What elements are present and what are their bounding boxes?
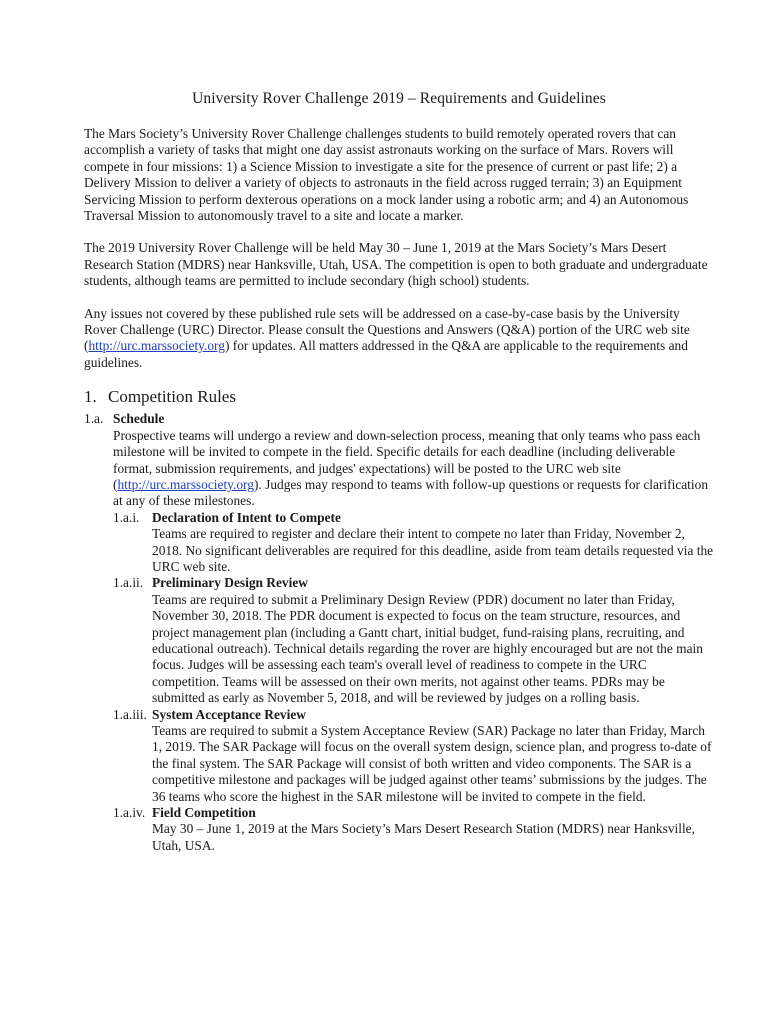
section-title: Competition Rules xyxy=(108,387,236,407)
subitem-title: System Acceptance Review xyxy=(152,706,306,722)
subitem-body: Teams are required to submit a Preliminary Design Review (PDR) document no later than Friday, November 30, 2018. The PDR document is expected to focus on the team structure, resources, and project management plan (including a Gantt chart, initial budget, fund-raising plans, recruiting, and educational outreach). Technical details regarding the rover are highly encouraged but are not the main focus. Judges will be assessing each team's overall level of readiness to compete in the URC competition. Teams will be assessed on their own merits, not against other teams. PDRs may be submitted as early as November 5, 2018, and will be reviewed by judges on a rolling basis. xyxy=(152,591,703,706)
intro-paragraph-2: The 2019 University Rover Challenge will be held May 30 – June 1, 2019 at the Mars Society’s Mars Desert Research Station (MDRS) near Hanksville, Utah, USA. The competition is open to both graduate and undergraduate students, although teams are permitted to include secondary (high school) students. xyxy=(84,240,708,289)
subitem-system-acceptance-review xyxy=(113,707,714,723)
document-page xyxy=(84,90,714,854)
subitem-preliminary-design-review xyxy=(113,575,714,591)
section-number: 1. xyxy=(84,387,97,407)
intro-paragraph-1: The Mars Society’s University Rover Challenge challenges students to build remotely operated rovers that can accomplish a variety of tasks that might one day assist astronauts working on the surface of Mars. Rovers will compete in four missions: 1) a Science Mission to investigate a site for the presence of current or past life; 2) a Delivery Mission to deliver a variety of objects to astronauts in the field across rugged terrain; 3) an Equipment Servicing Mission to perform dexterous operations on a mock lander using a robotic arm; and 4) an Autonomous Traversal Mission to autonomously travel to a site and locate a marker. xyxy=(84,126,689,224)
intro-paragraph-3-text-after: ) for updates. All matters addressed in the Q&A are applicable to the requirements and guidelines. xyxy=(84,338,688,370)
subitem-title: Field Competition xyxy=(152,805,256,821)
subitem-field-competition xyxy=(113,805,714,821)
item-schedule xyxy=(84,411,714,427)
subitem-label: 1.a.iii. xyxy=(113,706,147,722)
subitem-body: Teams are required to register and declare their intent to compete no later than Friday, November 2, 2018. No significant deliverables are required for this deadline, aside from team details requested via the URC web site. xyxy=(152,526,714,574)
subitem-title: Declaration of Intent to Compete xyxy=(152,509,341,525)
subitem-label: 1.a.iv. xyxy=(113,805,146,821)
subitem-body: May 30 – June 1, 2019 at the Mars Society’s Mars Desert Research Station (MDRS) near Hanksville, Utah, USA. xyxy=(152,821,695,853)
subitem-label: 1.a.i. xyxy=(113,509,140,525)
schedule-body-text-before: Prospective teams will undergo a review and down-selection process, meaning that only teams who pass each milestone will be invited to compete in the field. Specific details for each deadline (including deliverable format, submission requirements, and judges' expectations) will be posted to the URC web site ( xyxy=(113,427,701,492)
urc-website-link-schedule[interactable]: http://urc.marssociety.org xyxy=(117,476,254,492)
subitem-body: Teams are required to submit a System Acceptance Review (SAR) Package no later than Friday, March 1, 2019. The SAR Package will focus on the overall system design, science plan, and progress to-date of the final system. The SAR Package will consist of both written and video components. The SAR is a competitive milestone and packages will be judged against other teams’ submissions by the judges. The 36 teams who score the highest in the SAR milestone will be invited to compete in the field. xyxy=(152,723,712,804)
subitem-declaration-of-intent xyxy=(113,510,714,526)
schedule-body xyxy=(113,428,714,510)
intro-paragraph-3 xyxy=(84,306,714,372)
schedule-body-text-after: ). Judges may respond to teams with follow-up questions or requests for clarification at any of these milestones. xyxy=(113,476,709,509)
urc-website-link[interactable]: http://urc.marssociety.org xyxy=(88,338,225,354)
subitem-title: Preliminary Design Review xyxy=(152,575,308,591)
intro-paragraph-3-text-before: Any issues not covered by these published rule sets will be addressed on a case-by-case basis by the University Rover Challenge (URC) Director. Please consult the Questions and Answers (Q&A) portion of the URC web site ( xyxy=(84,305,690,354)
section-heading-competition-rules xyxy=(84,387,714,407)
item-label: 1.a. xyxy=(84,411,104,427)
item-title: Schedule xyxy=(113,411,165,427)
subitem-label: 1.a.ii. xyxy=(113,575,144,591)
document-title: University Rover Challenge 2019 – Requirements and Guidelines xyxy=(192,90,606,107)
